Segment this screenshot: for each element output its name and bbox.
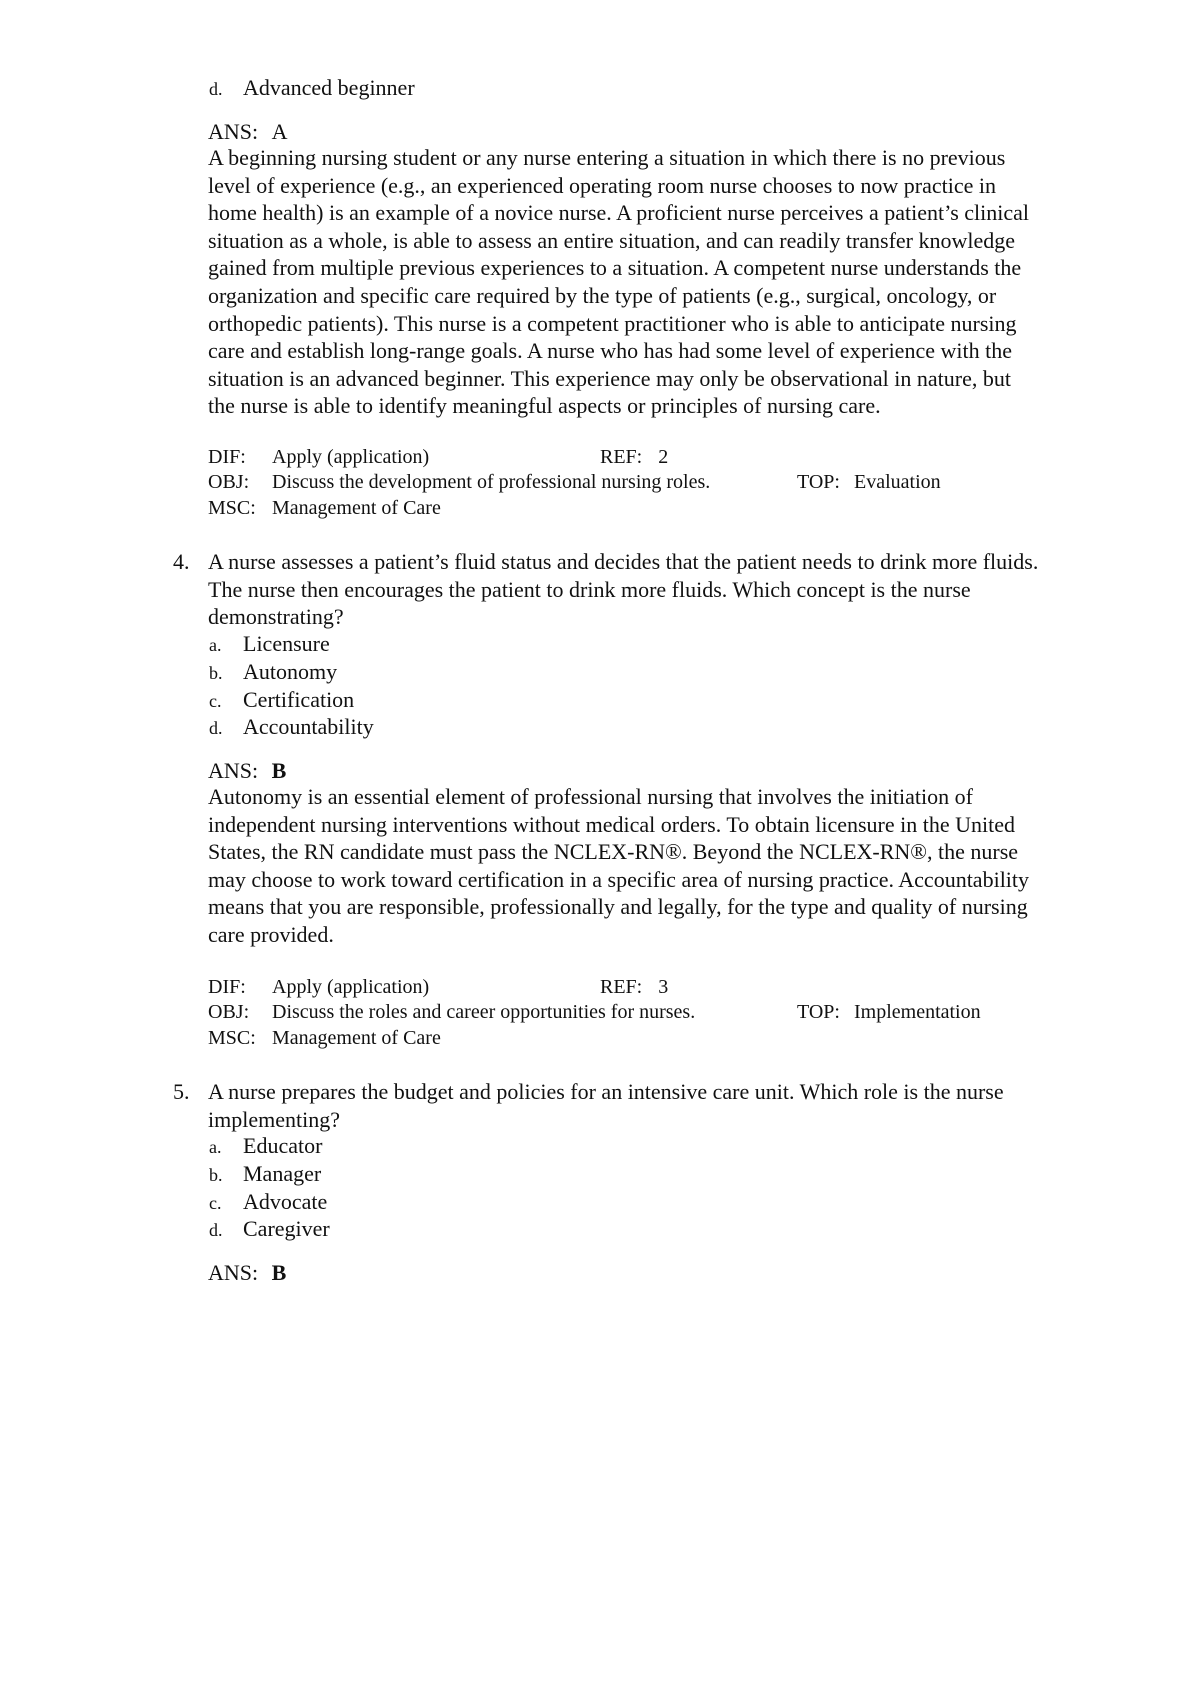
q5-stem	[208, 1078, 1133, 1133]
rationale-line: may choose to work toward certification in a specific area of nursing practice. Accountability	[208, 866, 1030, 892]
rationale-line: home health) is an example of a novice nurse. A proficient nurse perceives a patient’s clinical	[208, 200, 1030, 226]
option-text: Advanced beginner	[243, 75, 415, 100]
q4-top: TOP: Implementation	[797, 1001, 981, 1023]
q5-option-d: d. Caregiver	[209, 1216, 330, 1241]
q4-option-b: b. Autonomy	[209, 659, 338, 684]
q5-answer	[208, 1259, 286, 1287]
prev-msc: MSC: Management of Care	[208, 497, 441, 519]
q4-option-a: a. Licensure	[209, 631, 330, 656]
q4-msc: MSC: Management of Care	[208, 1027, 441, 1049]
answer-label: ANS:	[208, 119, 259, 144]
q4-rationale	[208, 783, 1133, 949]
rationale-line: independent nursing interventions without medical orders. To obtain licensure in the United	[208, 811, 1015, 837]
stem-line: The nurse then encourages the patient to drink more fluids. Which concept is the nurse	[208, 576, 971, 602]
q4-dif: DIF: Apply (application)	[208, 976, 430, 998]
rationale-line: level of experience (e.g., an experienced operating room nurse chooses to now practice in	[208, 172, 997, 198]
answer-value: A	[271, 119, 288, 144]
answer-value: B	[271, 758, 287, 783]
prev-ref: REF: 2	[600, 446, 669, 468]
rationale-line: care and establish long-range goals. A nurse who has had some level of experience with the	[208, 338, 1012, 364]
q4-obj: OBJ: Discuss the roles and career opportunities for nurses.	[208, 1001, 696, 1023]
rationale-line: the nurse is able to identify meaningful aspects or principles of nursing care.	[208, 393, 881, 419]
prev-rationale	[208, 144, 1133, 420]
q4-option-d: d. Accountability	[209, 714, 374, 739]
rationale-line: means that you are responsible, professionally and legally, for the type and quality of nursing	[208, 894, 1028, 920]
prev-option-d	[209, 74, 415, 104]
question-number: 4.	[173, 549, 190, 574]
question-number: 5.	[173, 1079, 190, 1104]
rationale-line: Autonomy is an essential element of professional nursing that involves the initiation of	[208, 784, 973, 809]
answer-label: ANS:	[208, 1260, 259, 1285]
rationale-line: situation is an advanced beginner. This experience may only be observational in nature, but	[208, 365, 1011, 391]
rationale-line: situation as a whole, is able to assess an entire situation, and can readily transfer knowledge	[208, 227, 1016, 253]
stem-line: A nurse prepares the budget and policies for an intensive care unit. Which role is the nurse	[208, 1079, 1004, 1104]
q4-stem	[208, 548, 1133, 631]
answer-label: ANS:	[208, 758, 259, 783]
prev-obj: OBJ: Discuss the development of professional nursing roles.	[208, 471, 711, 493]
rationale-line: A beginning nursing student or any nurse entering a situation in which there is no previous	[208, 145, 1006, 170]
prev-top: TOP: Evaluation	[797, 471, 941, 493]
q5-option-c: c. Advocate	[209, 1189, 328, 1214]
q5-option-a: a. Educator	[209, 1133, 323, 1158]
option-letter: d.	[209, 79, 223, 99]
prev-dif: DIF: Apply (application)	[208, 446, 430, 468]
stem-line: demonstrating?	[208, 604, 344, 630]
rationale-line: care provided.	[208, 921, 334, 947]
rationale-line: organization and specific care required by the type of patients (e.g., surgical, oncology, or	[208, 282, 997, 308]
q4-answer	[208, 757, 286, 785]
q4-ref: REF: 3	[600, 976, 669, 998]
stem-line: A nurse assesses a patient’s fluid status and decides that the patient needs to drink more fluids.	[208, 549, 1039, 574]
q4-option-c: c. Certification	[209, 687, 355, 712]
rationale-line: orthopedic patients). This nurse is a competent practitioner who is able to anticipate nursing	[208, 310, 1017, 336]
answer-value: B	[271, 1260, 287, 1285]
rationale-line: States, the RN candidate must pass the NCLEX-RN®. Beyond the NCLEX-RN®, the nurse	[208, 839, 1019, 865]
stem-line: implementing?	[208, 1106, 340, 1132]
rationale-line: gained from multiple previous experiences to a situation. A competent nurse understands the	[208, 255, 1022, 281]
q5-option-b: b. Manager	[209, 1161, 322, 1186]
prev-answer	[208, 118, 288, 146]
